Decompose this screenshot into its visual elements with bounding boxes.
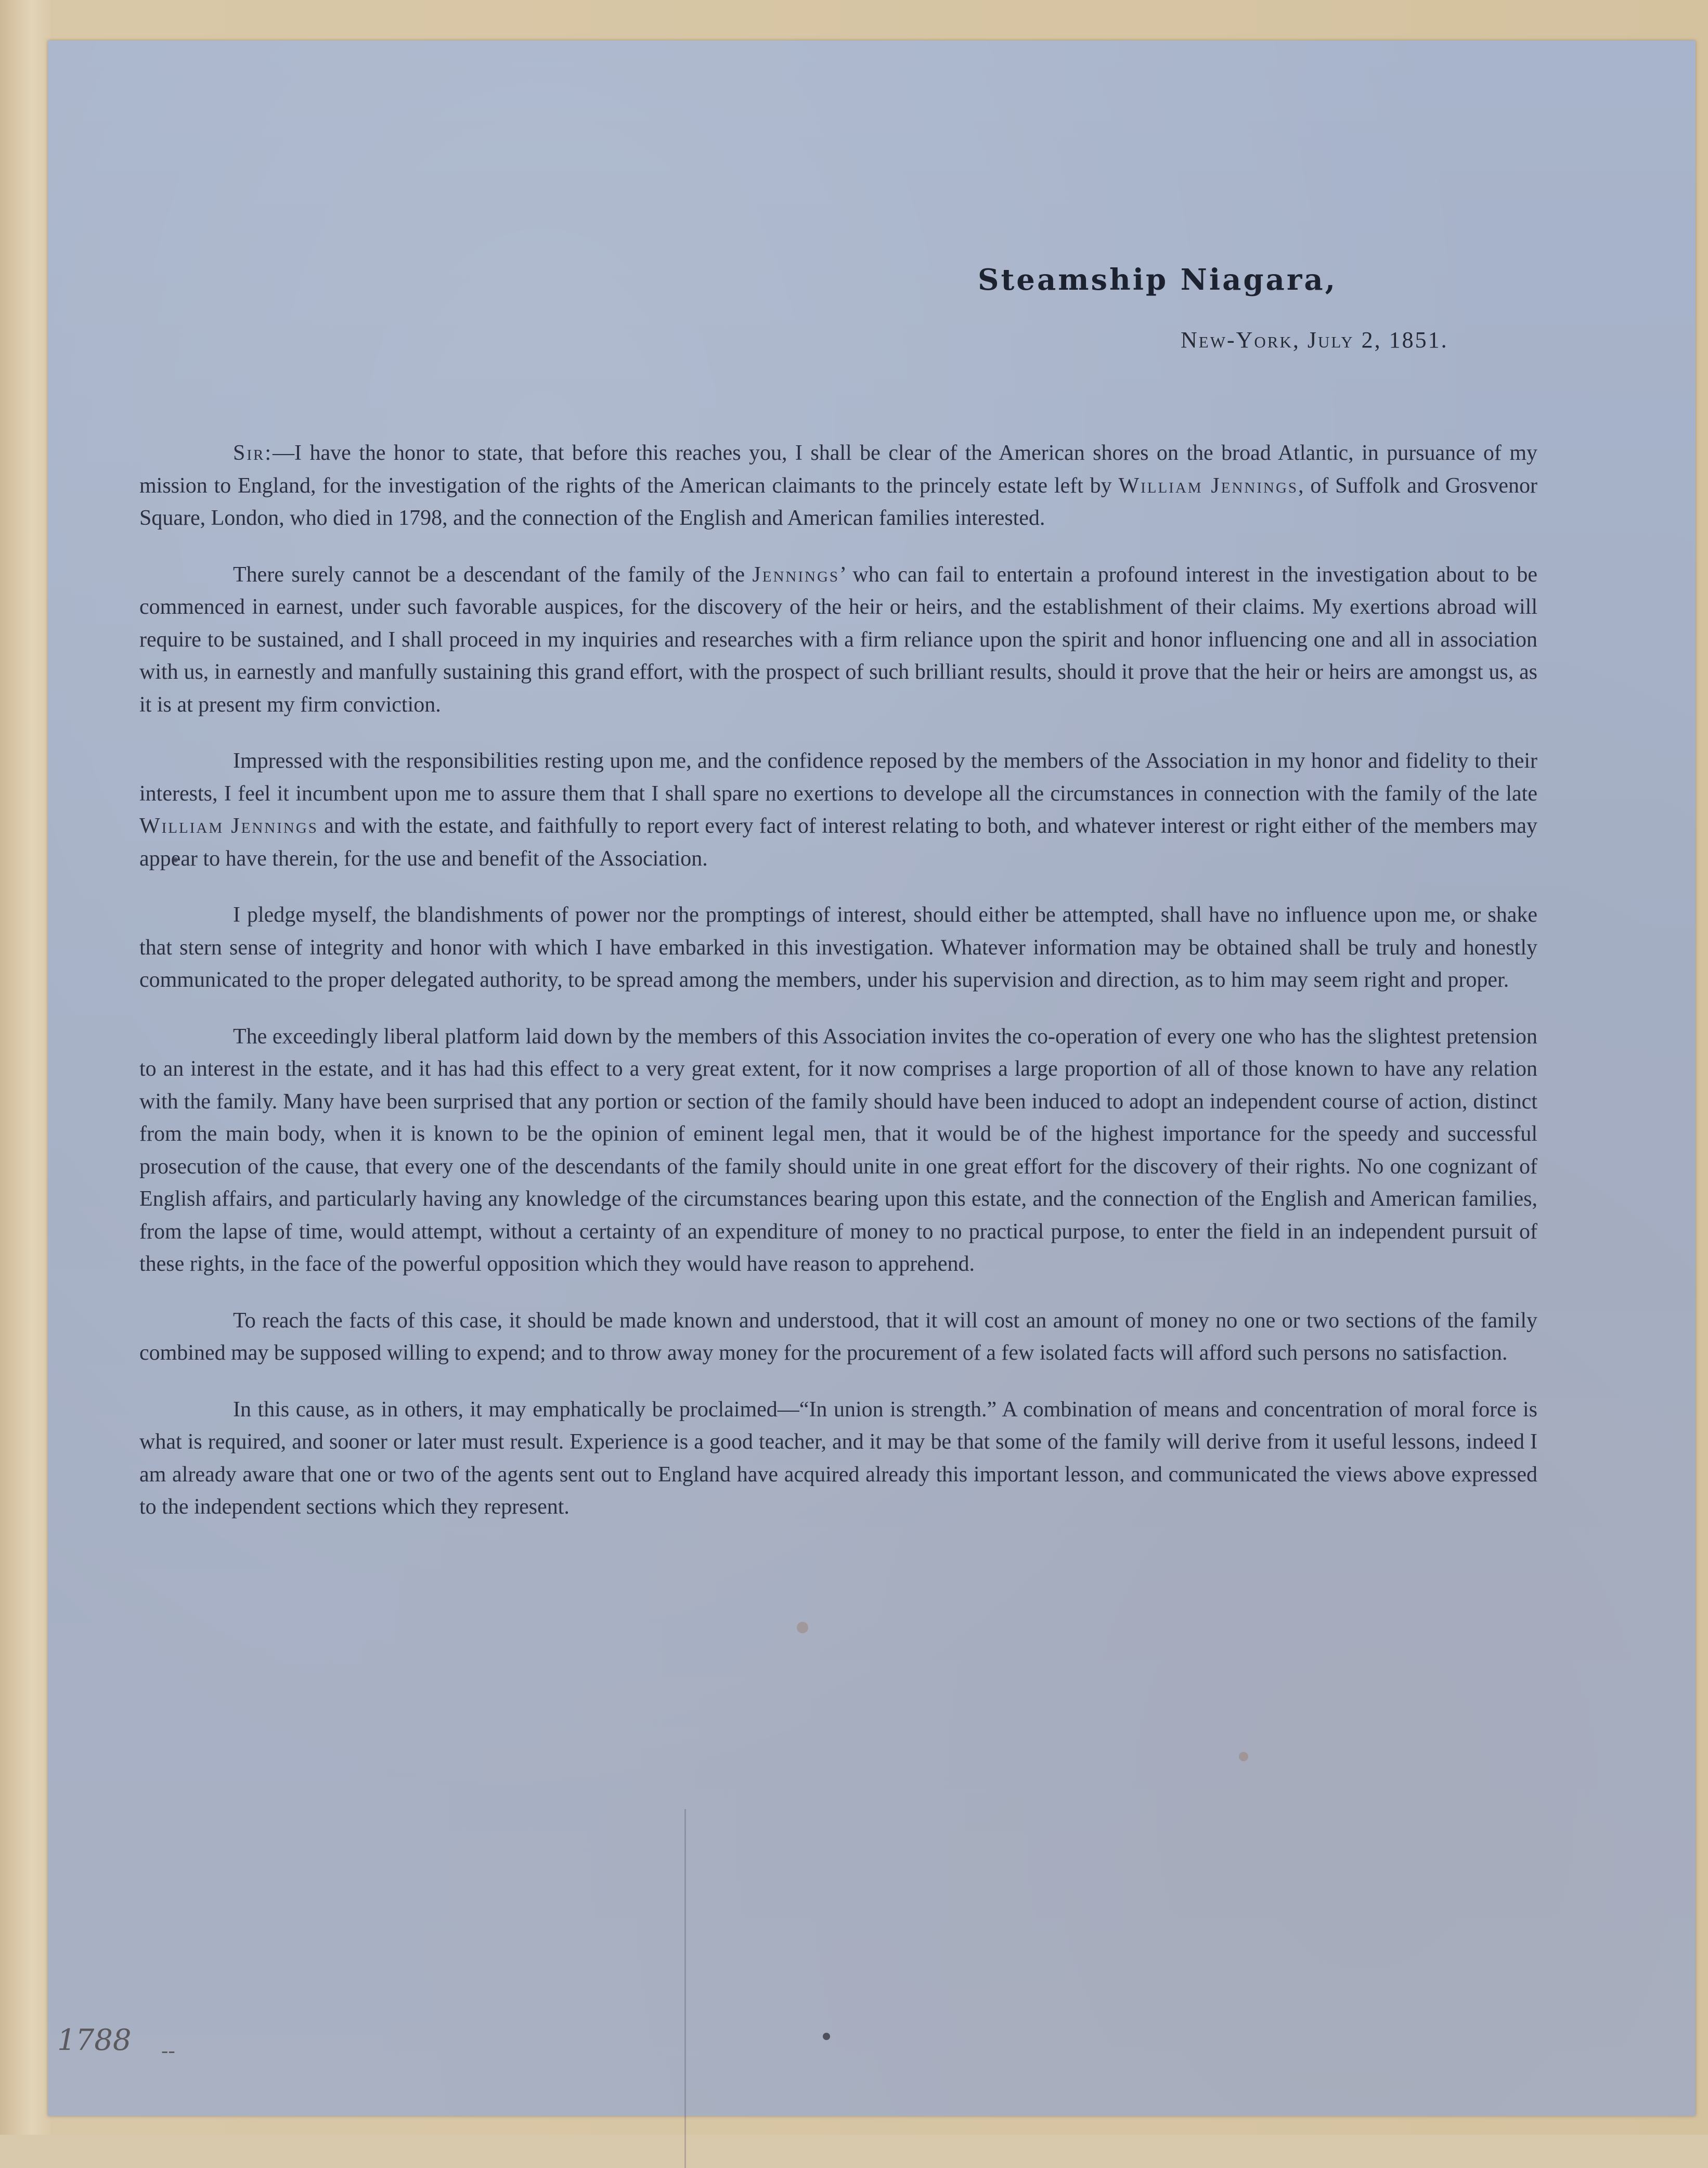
paragraph-text: and with the estate, and faithfully to report every fact of interest relating to both, and whatever interest or right either of the members may appear to have therein, for the use and benefit of the Association. bbox=[139, 814, 1537, 871]
paragraph-7: In this cause, as in others, it may emphatically be proclaimed—“In union is strength.” A combination of means and concentration of moral force is what is required, and sooner or later must result. Experience is a good teacher, and it may be that some of the family will derive from it useful lessons, indeed I am already aware that one or two of the agents sent out to England have acquired already this important lesson, and communicated the views above expressed to the independent sections which they represent. bbox=[139, 1397, 1537, 1519]
pencil-catalog-number: 1788 bbox=[57, 2023, 132, 2057]
paragraph-4: I pledge myself, the blandishments of power nor the promptings of interest, should either be attempted, shall have no influence upon me, or shake that stern sense of integrity and honor with which I have embarked in this investigation. Whatever information may be obtained shall be truly and honestly communicated to the proper delegated authority, to be spread among the members, under his supervision and direction, as to him may seem right and proper. bbox=[139, 903, 1537, 992]
paragraph-text: There surely cannot be a descendant of the family of the bbox=[233, 562, 753, 587]
salutation: Sir: bbox=[233, 441, 273, 465]
dateline: New-York, July 2, 1851. bbox=[1181, 327, 1448, 353]
paragraph-1 bbox=[139, 437, 1537, 535]
paragraph-3 bbox=[139, 745, 1537, 875]
paragraph-text: —I have the honor to state, that before this reaches you, I shall be clear of the American shores on the broad Atlantic, in pursuance of my mission to England, for the investigation of the rights of the American claimants to the princely estate left by bbox=[139, 441, 1537, 498]
pencil-dash: -- bbox=[161, 2038, 175, 2062]
person-name: William Jennings bbox=[139, 814, 318, 838]
foxing-spot bbox=[1239, 1752, 1248, 1761]
paragraph-6: To reach the facts of this case, it should be made known and understood, that it will cost an amount of money no one or two sections of the family combined may be supposed willing to expend; and to throw away money for the procurement of a few isolated facts will afford such persons no satisfaction. bbox=[139, 1308, 1537, 1365]
letter-body bbox=[139, 437, 1537, 1547]
paragraph-2 bbox=[139, 559, 1537, 721]
family-name: Jennings bbox=[752, 562, 840, 587]
fold-crease bbox=[684, 1809, 686, 2168]
paragraph-5: The exceedingly liberal platform laid down by the members of this Association invites the co-operation of every one who has the slightest pretension to an interest in the estate, and it has had this effect to a very great extent, for it now comprises a large proportion of all of those known to have any relation with the family. Many have been surprised that any portion or section of the family should have been induced to adopt an independent course of action, distinct from the main body, when it is known to be the opinion of eminent legal men, that it would be of the highest importance for the speedy and successful prosecution of the cause, that every one of the descendants of the family should unite in one great effort for the discovery of their rights. No one cognizant of English affairs, and particularly having any knowledge of the circumstances bearing upon this estate, and the connection of the English and American families, from the lapse of time, would attempt, without a certainty of an expenditure of money to no practical purpose, to enter the field in an independent pursuit of these rights, in the face of the powerful opposition which they would have reason to apprehend. bbox=[139, 1024, 1537, 1276]
foxing-spot bbox=[823, 2033, 830, 2040]
paragraph-text: , of Suffolk and Grosvenor Square, London, who died in 1798, and the connection of the English and American families interested. bbox=[139, 473, 1537, 530]
foxing-spot bbox=[797, 1622, 808, 1633]
paragraph-text: Impressed with the responsibilities resting upon me, and the confidence reposed by the members of the Association in my honor and fidelity to their interests, I feel it incumbent upon me to assure them that I shall spare no exertions to develope all the circumstances in connection with the family of the late bbox=[139, 749, 1537, 806]
person-name: William Jennings bbox=[1118, 473, 1299, 498]
paragraph-text: ’ who can fail to entertain a profound interest in the investigation about to be commenced in earnest, under such favorable auspices, for the discovery of the heir or heirs, and the establishment of their claims. My exertions abroad will require to be sustained, and I shall proceed in my inquiries and researches with a firm reliance upon the spirit and honor influencing one and all in association with us, in earnestly and manfully sustaining this grand effort, with the prospect of such brilliant results, should it prove that the heir or heirs are amongst us, as it is at present my firm conviction. bbox=[139, 562, 1537, 717]
steamship-heading: Steamship Niagara, bbox=[978, 263, 1338, 297]
